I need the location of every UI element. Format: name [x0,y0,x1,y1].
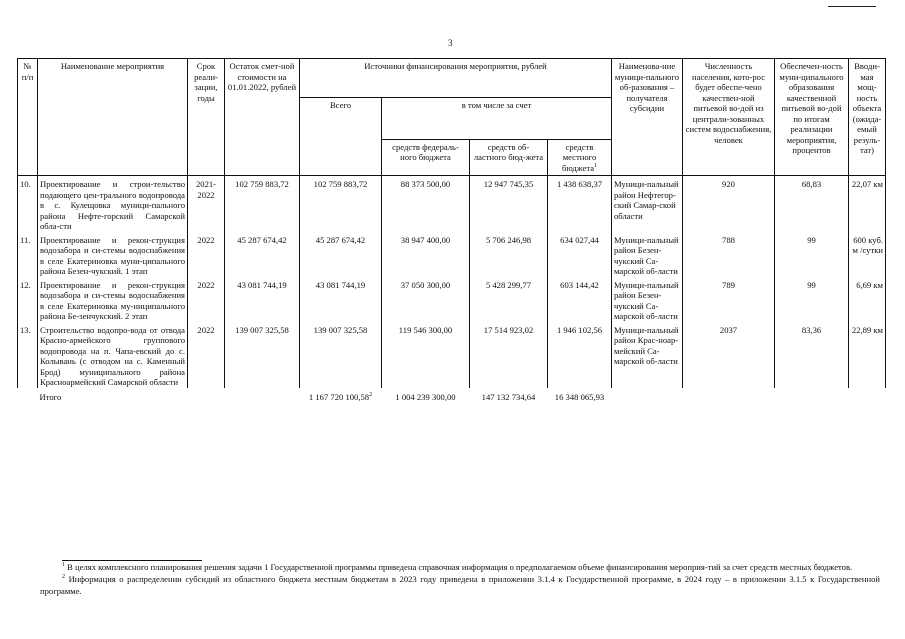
top-rule [828,6,876,7]
row-term: 2021-2022 [188,176,225,232]
row-term: 2022 [188,232,225,277]
header-capacity: Вводи-мая мощ-ность объекта (ожида-емый резуль-тат) [849,59,886,176]
table-row [18,232,886,277]
total-regional: 147 132 734,64 [481,391,536,402]
row-capacity: 22,89 км [849,322,886,388]
row-name: Проектирование и рекон-струкция водозабора и си-стемы водоснабжения в селе Екатериновка му-ниципального района Бе-зенчукский. 2 этап [38,277,188,322]
row-num: 13. [18,322,38,388]
total-local: 16 348 065,93 [554,391,605,402]
row-name: Строительство водопро-вода от отвода Красно-армейского группового водопровода на п. Чапа-евский до с. Колывань (с отводом на с. Каменный Брод) муниципального района Красноармейский Самарской области [38,322,188,388]
total-sum: 1 167 720 100,58$^2$ [308,391,373,402]
row-local: 634 027,44 [548,232,612,277]
row-balance: 102 759 883,72 [225,176,300,232]
row-term: 2022 [188,322,225,388]
row-num: 12. [18,277,38,322]
header-population: Численность населения, кото-рос будет обеспе-чено качествен-ной питьевой во-дой из централи-зованных систем водоснабжения, человек [683,59,775,176]
header-federal: средств федераль-ного бюджета [382,139,470,176]
row-balance: 43 081 744,19 [225,277,300,322]
table-row [18,176,886,232]
header-regional: средств об-ластного бюд-жета [470,139,548,176]
table-row [18,277,886,322]
row-total: 43 081 744,19 [300,277,382,322]
financing-table [17,58,886,402]
row-provision: 99 [775,232,849,277]
header-local: средств местного бюджета$^1$ [548,139,612,176]
row-federal: 119 546 300,00 [382,322,470,388]
row-population: 920 [683,176,775,232]
row-total: 45 287 674,42 [300,232,382,277]
row-num: 10. [18,176,38,232]
row-capacity: 6,69 км [849,277,886,322]
row-population: 2037 [683,322,775,388]
row-population: 788 [683,232,775,277]
row-recipient: Муници-пальный район Крас-ноар-мейский Са-марской об-ласти [612,322,683,388]
row-regional: 5 428 299,77 [470,277,548,322]
row-recipient: Муници-пальный район Безен-чукский Са-марской об-ласти [612,232,683,277]
row-recipient: Муници-пальный район Безен-чукский Са-марской об-ласти [612,277,683,322]
row-federal: 37 050 300,00 [382,277,470,322]
header-term: Срок реали-зации, годы [188,59,225,176]
row-regional: 17 514 923,02 [470,322,548,388]
row-provision: 83,36 [775,322,849,388]
row-num: 11. [18,232,38,277]
total-federal: 1 004 239 300,00 [395,391,456,402]
row-local: 1 946 102,56 [548,322,612,388]
row-regional: 12 947 745,35 [470,176,548,232]
table-row [18,322,886,388]
header-sources: Источники финансирования мероприятия, рублей [300,59,612,98]
row-local: 603 144,42 [548,277,612,322]
header-num: № п/п [18,59,38,176]
footnote-2: $^2$ Информация о распределении субсидий из областного бюджета местным бюджетам в 2023 году приведена в приложении 3.1.4 к Государственной программе, в 2024 году – в приложении 3.1.5 к Государственной программе. [40,574,880,596]
total-label: Итого [39,391,62,402]
row-federal: 88 373 500,00 [382,176,470,232]
row-federal: 38 947 400,00 [382,232,470,277]
row-total: 102 759 883,72 [300,176,382,232]
row-name: Проектирование и рекон-струкция водозабора и си-стемы водоснабжения в селе Екатериновка муни-ципального района Безен-чукский. 1 этап [38,232,188,277]
header-balance: Остаток смет-ной стоимости на 01.01.2022, рублей [225,59,300,176]
row-capacity: 22,07 км [849,176,886,232]
total-row [18,388,886,403]
header-provision: Обеспечен-ность муни-ципального образования качественной питьевой во-дой по итогам реализации мероприятия, процентов [775,59,849,176]
header-recipient: Наименова-ние муници-пального об-разования – получателя субсидии [612,59,683,176]
row-balance: 45 287 674,42 [225,232,300,277]
row-name: Проектирование и строи-тельство подающего цен-трального водопровода в с. Кулещовка муници-пального района Нефте-горский Самарской обла-сти [38,176,188,232]
row-local: 1 438 638,37 [548,176,612,232]
row-balance: 139 007 325,58 [225,322,300,388]
header-including: в том числе за счет [382,98,612,140]
page-number: 3 [448,38,453,48]
footnotes [40,561,880,597]
row-recipient: Муници-пальный район Нефтегор-ский Самар-ской области [612,176,683,232]
row-population: 789 [683,277,775,322]
row-capacity: 600 куб. м /сутки [849,232,886,277]
row-regional: 5 706 246,98 [470,232,548,277]
footnote-1: $^1$ В целях комплексного планирования решения задачи 1 Государственной программы приведена справочная информация о предполагаемом объеме финансирования мероприя-тий за счет средств местных бюджетов. [62,562,853,572]
row-provision: 68,83 [775,176,849,232]
header-total: Всего [300,98,382,176]
row-provision: 99 [775,277,849,322]
row-total: 139 007 325,58 [300,322,382,388]
header-name: Наименование мероприятия [38,59,188,176]
row-term: 2022 [188,277,225,322]
